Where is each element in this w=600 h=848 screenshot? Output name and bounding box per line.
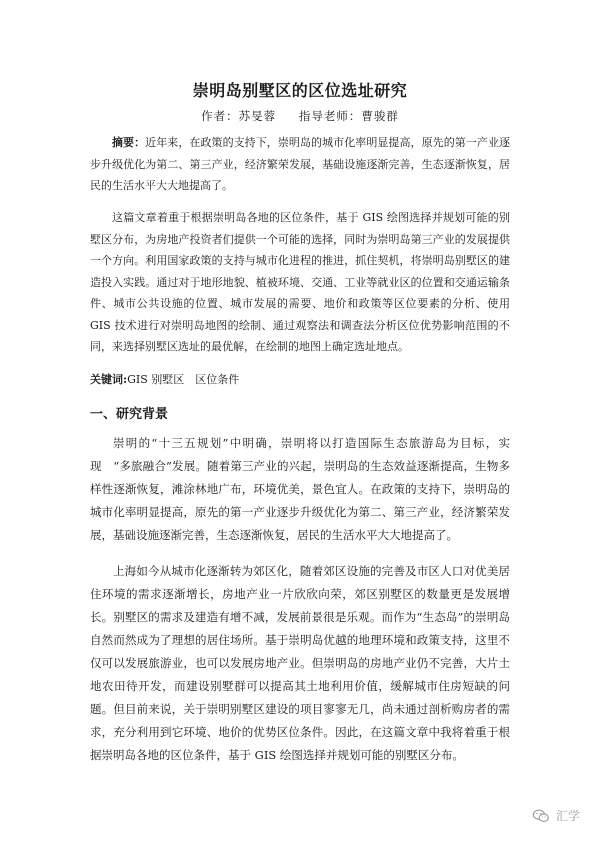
advisor-name: 指导老师：曹骏群 (298, 109, 399, 123)
author-name: 作者：苏旻蓉 (201, 109, 277, 123)
abstract (90, 132, 510, 197)
paper-title: 崇明岛别墅区的区位选址研究 (192, 81, 408, 100)
intro-paragraph: 这篇文章着重于根据崇明岛各地的区位条件，基于 GIS 绘图选择并规划可能的别墅区分布，为房地产投资者们提供一个可能的选择，同时为崇明岛第三产业的发展提供一个方向。利用国家政策的支持与城市化进程的推进，抓住契机，将崇明岛别墅区的建造投入实践。通过对于地形地貌、植被环境、交通、工业等就业区的位置和交通运输条件、城市公共设施的位置、城市发展的需要、地价和政策等区位要素的分析、使用 GIS 技术进行对崇明岛地图的绘制、通过观察法和调查法分析区位优势影响范围的不同，来选择别墅区选址的最优解，在绘制的地图上确定选址地点。 (90, 211, 510, 353)
section-paragraph-2: 上海如今从城市化逐渐转为郊区化，随着郊区设施的完善及市区人口对优美居住环境的需求逐渐增长，房地产业一片欣欣向荣，郊区别墅区的数量更是发展增长。别墅区的需求及建造有增不减，发展前景很是乐观。而作为“生态岛”的崇明岛自然而然成为了理想的居住场所。基于崇明岛优越的地理环境和政策支持，这里不仅可以发展旅游业，也可以发展房地产业。但崇明岛的房地产业仍不完善，大片土地农田待开发，而建设别墅群可以提高其土地利用价值，缓解城市住房短缺的问题。但目前来说，关于崇明别墅区建设的项目寥寥无几，尚未通过剖析购房者的需求，充分利用到它环境、地价的优势区位条件。因此，在这篇文章中我将着重于根据崇明岛各地的区位条件，基于 GIS 绘图选择并规划可能的别墅区分布。 (90, 564, 510, 762)
abstract-label: 摘要： (112, 136, 146, 149)
wechat-icon (532, 809, 550, 823)
watermark (532, 807, 580, 824)
author-line (0, 108, 600, 124)
section-paragraph-1: 崇明的“十三五规划”中明确，崇明将以打造国际生态旅游岛为目标，实现 “多旅融合”发展。随着第三产业的兴起，崇明岛的生态效益逐渐提高，生物多样性逐渐恢复，滩涂林地广布，环境优美，景色宜人。在政策的支持下，崇明岛的城市化率明显提高，原先的第一产业逐步升级优化为第二、第三产业，经济繁荣发展，基础设施逐渐完善，生态逐渐恢复，居民的生活水平大大地提高了。 (90, 436, 510, 542)
keywords-text: GIS 别墅区 区位条件 (127, 373, 240, 386)
keywords (90, 371, 239, 387)
section-heading: 一、研究背景 (90, 407, 169, 422)
abstract-text: 近年来，在政策的支持下，崇明岛的城市化率明显提高，原先的第一产业逐步升级优化为第二、第三产业，经济繁荣发展，基础设施逐渐完善，生态逐渐恢复，居民的生活水平大大地提高了。 (90, 136, 510, 192)
keywords-label: 关键词: (90, 373, 128, 386)
watermark-text: 汇学 (555, 809, 580, 823)
